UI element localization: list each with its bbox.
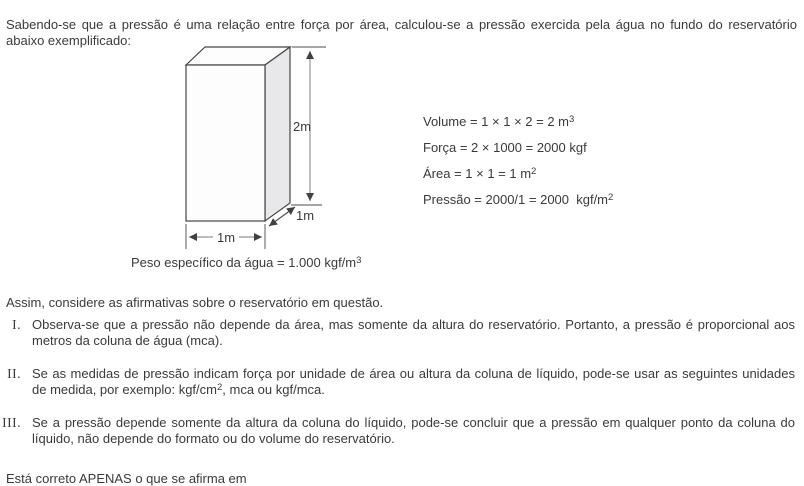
statement-3-numeral: III.	[2, 415, 21, 430]
statement-2-text: Se as medidas de pressão indicam força por unidade de área ou altura da coluna de líquido, pode-se usar as seguintes unidades de medida, por exemplo: kgf/$cm^2$, mca ou kgf/mca.	[32, 366, 795, 397]
box-side-face	[265, 47, 290, 221]
formula-forca: Força = 2 × 1000 = 2000 kgf	[423, 140, 587, 155]
statement-3	[0, 415, 795, 447]
figure-caption: Peso específico da água = 1.000 kgf/$m^3$	[131, 255, 362, 270]
formula-area: Área = 1 × 1 = 1 $m^2$	[423, 166, 537, 181]
formula-volume: Volume = 1 × 1 × 2 = 2 $m^3$	[423, 114, 575, 129]
statement-3-text: Se a pressão depende somente da altura da coluna do líquido, pode-se concluir que a pressão em qualquer ponto da coluna do líquido, não depende do formato ou do volume do reservatório.	[32, 415, 795, 446]
question-stem: Está correto APENAS o que se afirma em	[6, 471, 247, 486]
box-front-face	[186, 65, 265, 221]
calculation-block	[423, 109, 613, 213]
intro-paragraph: Sabendo-se que a pressão é uma relação entre força por área, calculou-se a pressão exercida pela água no fundo do reservatório abaixo exemplificado:	[6, 17, 797, 48]
reservoir-diagram	[150, 40, 350, 255]
statements-list	[0, 317, 795, 464]
statement-1-text: Observa-se que a pressão não depende da área, mas somente da altura do reservatório. Portanto, a pressão é proporcional aos metros da coluna de água (mca).	[32, 317, 795, 348]
height-dimension-label: 2m	[293, 119, 312, 134]
statement-1-numeral: I.	[12, 317, 21, 332]
statement-2-numeral: II.	[7, 366, 21, 381]
depth-dimension-label: 1m	[296, 208, 315, 223]
width-dimension-label: 1m	[216, 230, 236, 245]
statement-1	[0, 317, 795, 349]
consider-line: Assim, considere as afirmativas sobre o reservatório em questão.	[6, 295, 384, 310]
formula-pressao: Pressão = 2000/1 = 2000 kgf/$m^2$	[423, 192, 614, 207]
statement-2	[0, 366, 795, 398]
